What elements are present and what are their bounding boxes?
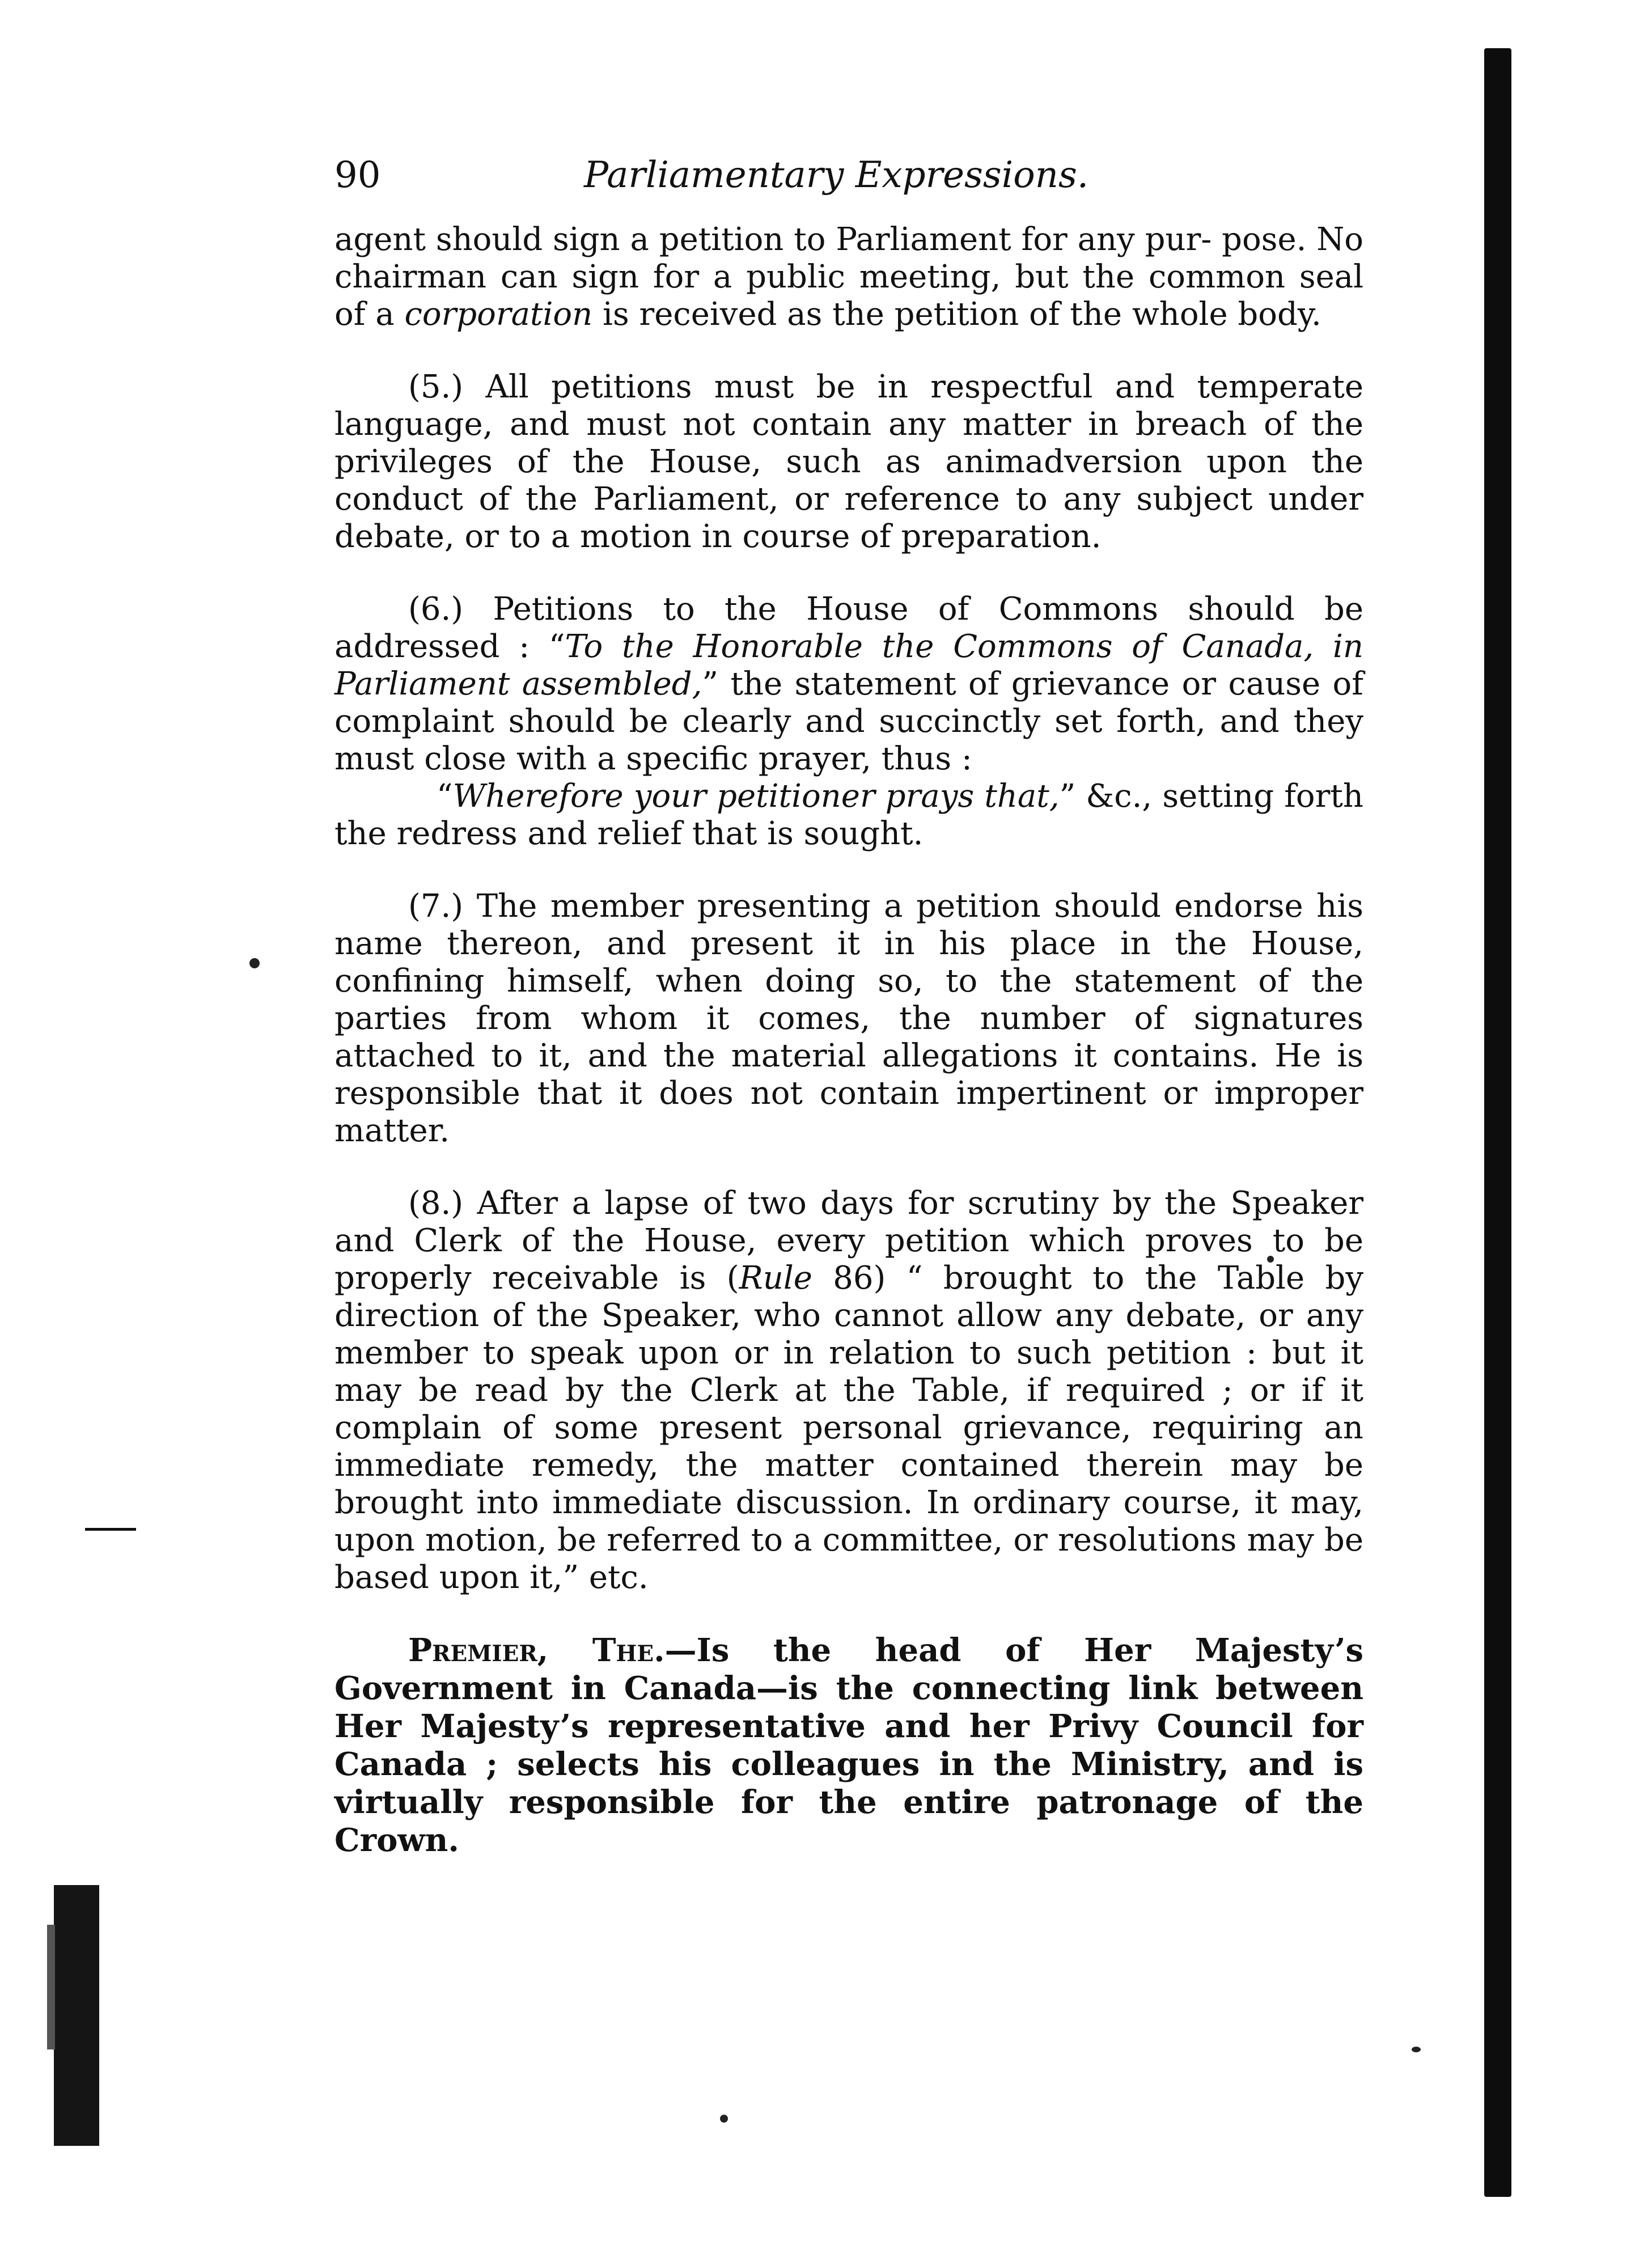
scan-edge-shadow (1484, 48, 1511, 2197)
entry-premier (334, 1632, 1363, 1860)
prayer-formula (334, 778, 1363, 853)
margin-mark (85, 1528, 136, 1531)
body-text (334, 221, 1363, 1895)
paragraph-text: (8.) After a lapse of two days for scrutiny by the Speaker and Clerk of the House, every petition which proves to be properly receivable is ( (334, 1185, 1363, 1297)
paragraph-text: (6.) Petitions to the House of Commons should be addressed : “ (334, 591, 1363, 665)
paragraph-rule-8 (334, 1185, 1363, 1596)
paragraph-text: ” &c., setting forth the redress and relief that is sought. (334, 778, 1363, 852)
paragraph-continuation (334, 221, 1363, 333)
paragraph-rule-5: (5.) All petitions must be in respectful and temperate language, and must not contain any matter in breach of the privileges of the House, such as animadversion upon the conduct of the Parliament, or reference to any subject under debate, or to a motion in course of preparation. (334, 369, 1363, 555)
italic-term: corporation (404, 296, 593, 333)
scan-speck (1412, 2047, 1421, 2052)
scan-margin-smudge (54, 1885, 99, 2146)
quote-mark: “ (437, 778, 453, 815)
rule-number: 86) (812, 1260, 886, 1297)
paragraph-text: is received as the petition of the whole body. (603, 296, 1321, 333)
italic-rule: Rule (739, 1260, 812, 1297)
page-header (334, 149, 1412, 205)
running-title: Parliamentary Expressions. (584, 154, 1089, 196)
paragraph-text: agent should sign a petition to Parliament for any pur- pose. No chairman can sign for a public meeting, but the common seal of a (334, 221, 1363, 333)
italic-prayer: Wherefore your petitioner prays that, (452, 778, 1060, 815)
page-number: 90 (334, 154, 381, 196)
paragraph-rule-6 (334, 591, 1363, 778)
paragraph-text: “ brought to the Table by direction of the Speaker, who cannot allow any debate, or any member to speak upon or in relation to such petition : but it may be read by the Clerk at the Table, if required ; or if it complain of some present personal grievance, requiring an immediate remedy, the matter contained therein may be brought into immediate discussion. In ordinary course, it may, upon motion, be referred to a committee, or resolutions may be based upon it,” etc. (334, 1260, 1364, 1596)
entry-heading: Premier, The. (408, 1632, 665, 1669)
paragraph-rule-7: (7.) The member presenting a petition should endorse his name thereon, and present it in his place in the House, confining himself, when doing so, to the statement of the parties from whom it comes, the number of signatures attached to it, and the material allegations it contains. He is responsible that it does not contain impertinent or improper matter. (334, 888, 1363, 1149)
paragraph-text: ” the statement of grievance or cause of complaint should be clearly and succinctly set forth, and they must close with a specific prayer, thus : (334, 666, 1363, 777)
entry-text: —Is the head of Her Majesty’s Government in Canada—is the connecting link between Her Majesty’s representative and her Privy Council for Canada ; selects his colleagues in the Ministry, and is virtually responsible for the entire patronage of the Crown. (334, 1632, 1363, 1859)
italic-address: To the Honorable the Commons of Canada, in Parliament assembled, (334, 628, 1363, 702)
scan-speck (249, 958, 260, 968)
scan-speck (720, 2115, 728, 2123)
